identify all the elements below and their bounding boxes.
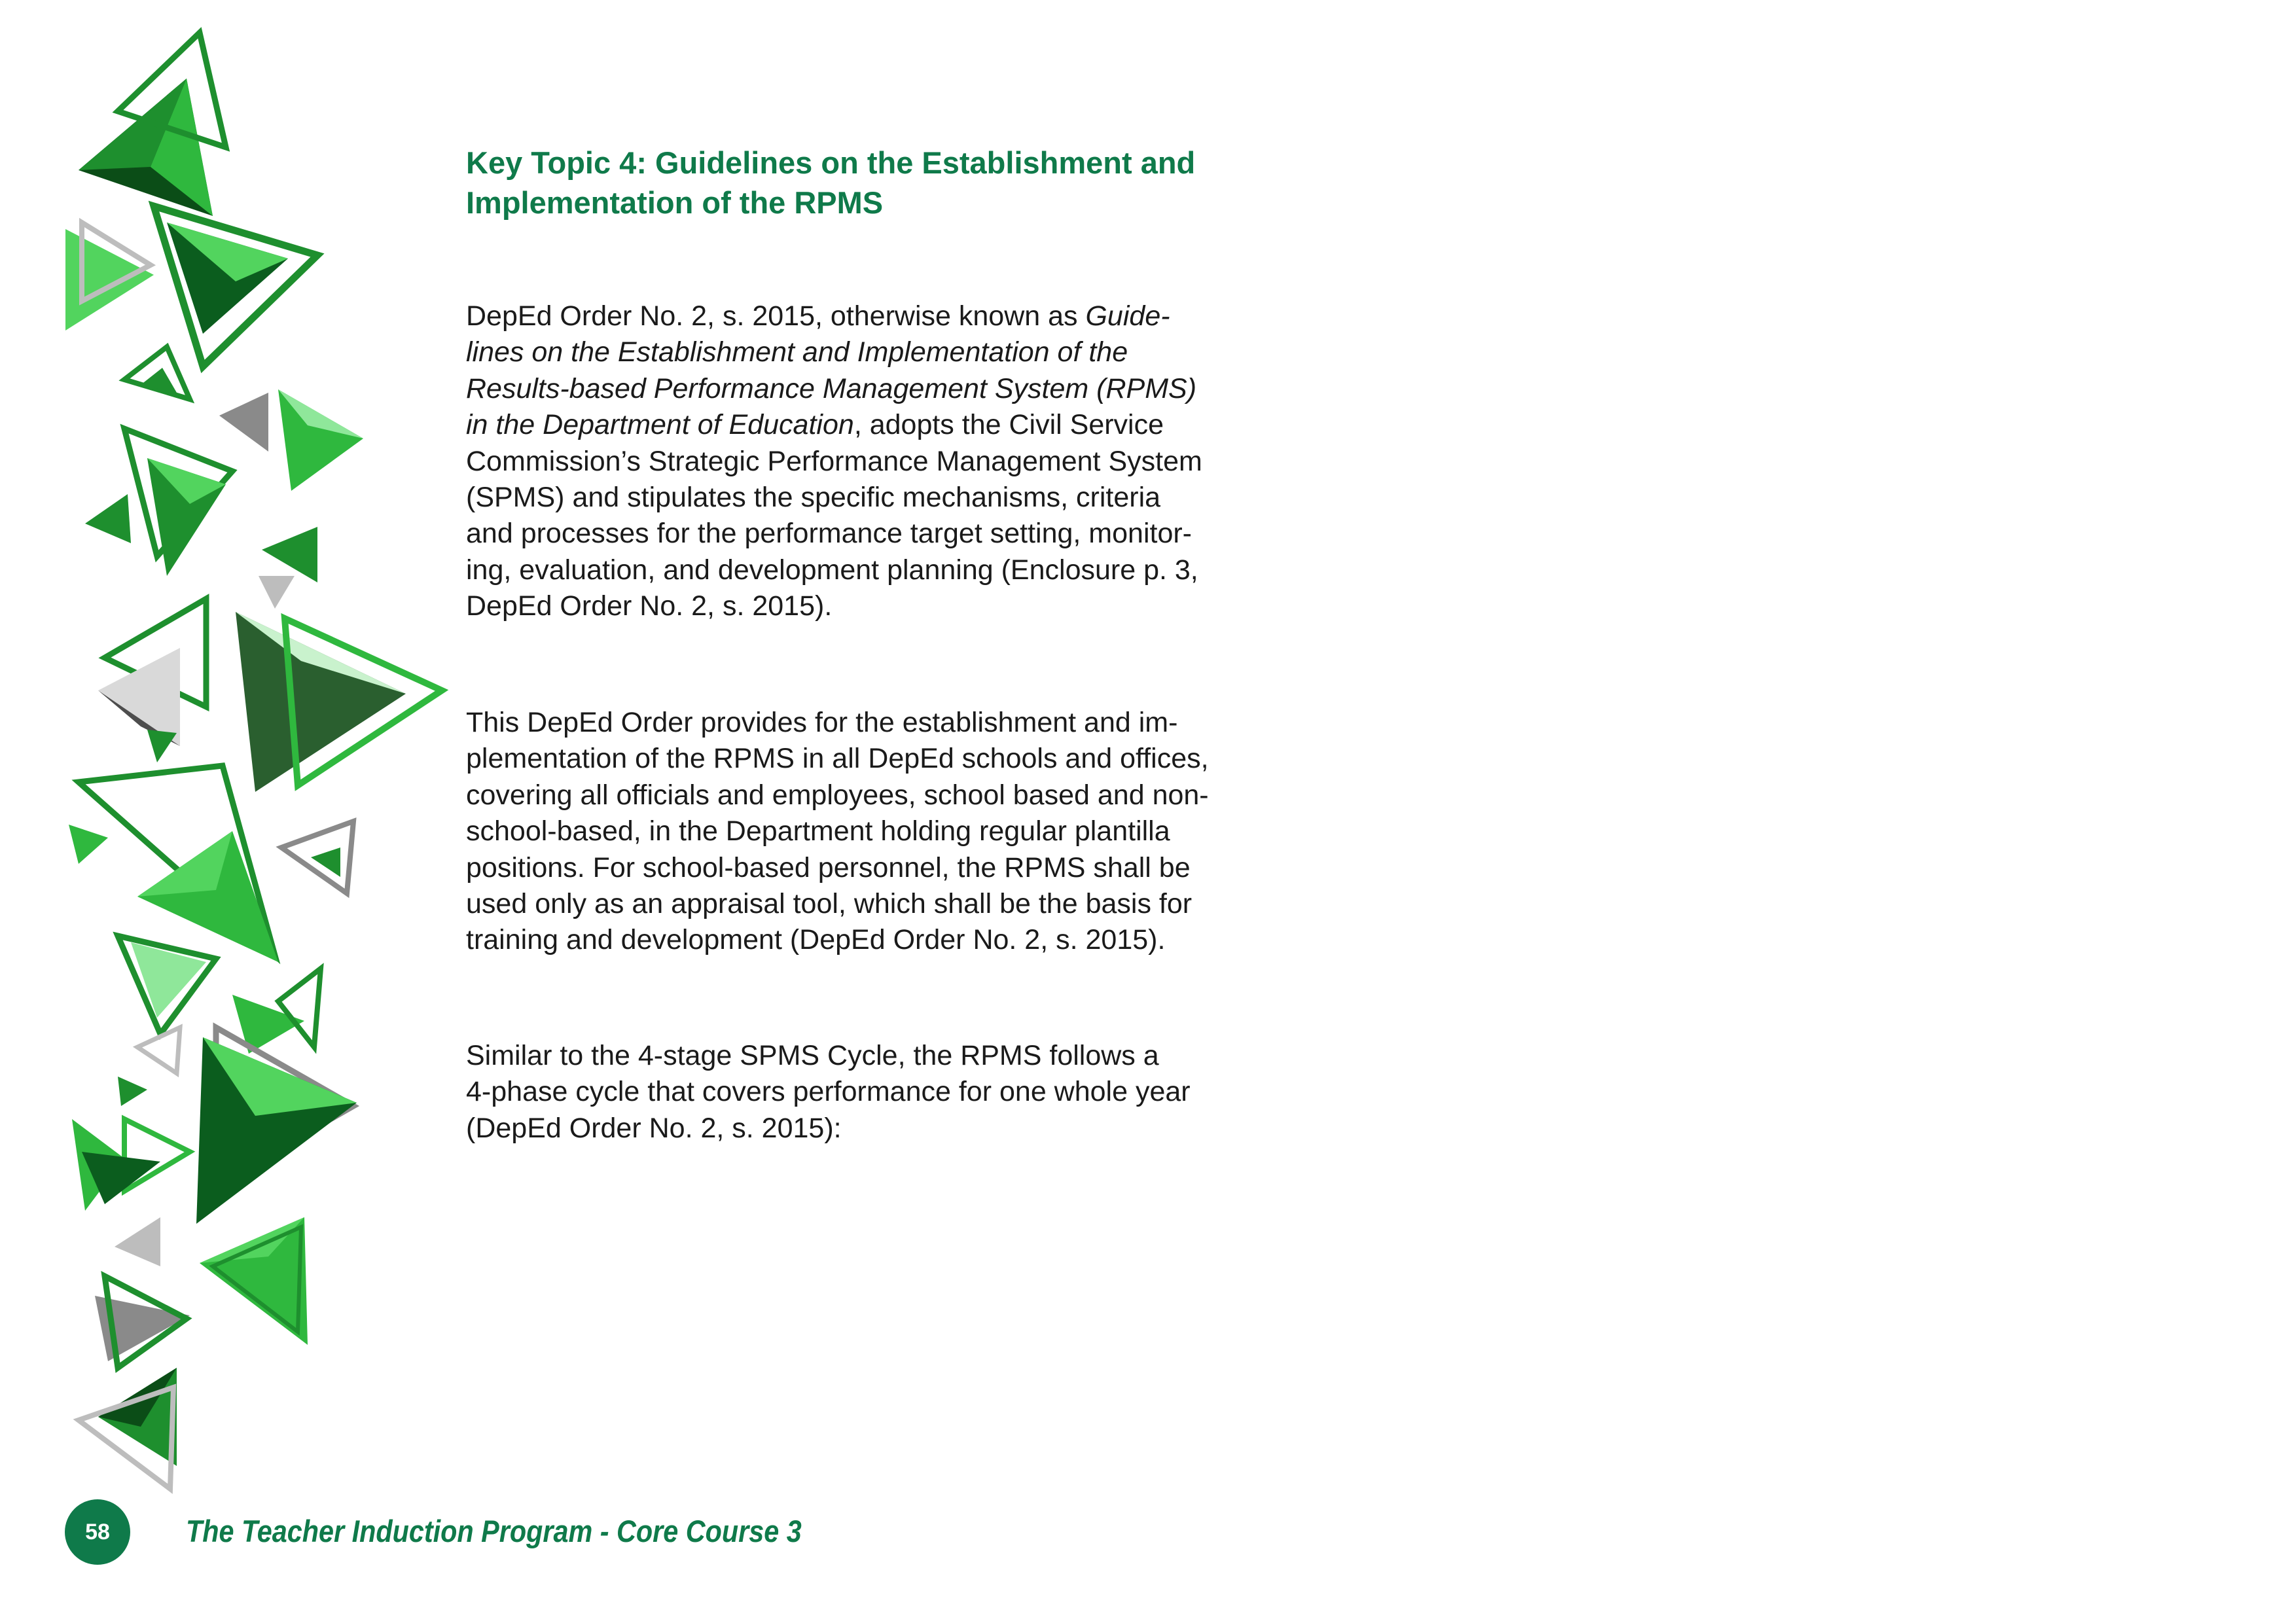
paragraph-1-line-8: ing, evaluation, and development planning (Enclosure p. 3, — [466, 554, 1198, 586]
paragraph-2 — [466, 705, 1251, 959]
paragraph-1-line-1-text: DepEd Order No. 2, s. 2015, otherwise known as — [466, 300, 1086, 332]
paragraph-1-line-7: and processes for the performance target setting, monitor- — [466, 518, 1192, 550]
paragraph-1-line-4-italic: in the Department of Education — [466, 409, 854, 441]
paragraph-1-line-3: Results-based Performance Management System (RPMS) — [466, 372, 1197, 404]
paragraph-3-line-1: Similar to the 4-stage SPMS Cycle, the RPMS follows a — [466, 1040, 1159, 1071]
paragraph-1-line-2: lines on the Establishment and Implementation of the — [466, 336, 1128, 368]
paragraph-2-line-3: covering all officials and employees, school based and non- — [466, 779, 1209, 811]
paragraph-1-line-4-text: , adopts the Civil Service — [853, 409, 1164, 441]
page-number-badge: 58 — [65, 1499, 130, 1565]
section-heading-line-2: Implementation of the RPMS — [466, 185, 884, 220]
paragraph-2-line-6: used only as an appraisal tool, which shall be the basis for — [466, 888, 1193, 920]
section-heading-line-1: Key Topic 4: Guidelines on the Establishment and — [466, 145, 1196, 180]
paragraph-3 — [466, 1038, 1251, 1147]
section-heading — [466, 143, 1291, 223]
triangle-decoration — [0, 0, 497, 1531]
paragraph-2-line-2: plementation of the RPMS in all DepEd schools and offices, — [466, 743, 1209, 775]
paragraph-2-line-4: school-based, in the Department holding regular plantilla — [466, 815, 1170, 847]
footer-title: The Teacher Induction Program - Core Course 3 — [186, 1514, 802, 1548]
paragraph-1 — [466, 298, 1251, 625]
paragraph-1-line-5: Commission’s Strategic Performance Management System — [466, 445, 1202, 477]
paragraph-3-line-3: (DepEd Order No. 2, s. 2015): — [466, 1112, 842, 1144]
paragraph-1-line-1-italic: Guide- — [1085, 300, 1170, 332]
paragraph-1-line-9: DepEd Order No. 2, s. 2015). — [466, 590, 833, 622]
paragraph-1-line-6: (SPMS) and stipulates the specific mechanisms, criteria — [466, 482, 1161, 514]
paragraph-2-line-1: This DepEd Order provides for the establishment and im- — [466, 707, 1178, 738]
paragraph-2-line-5: positions. For school-based personnel, the RPMS shall be — [466, 851, 1191, 883]
paragraph-3-line-2: 4-phase cycle that covers performance for one whole year — [466, 1076, 1191, 1108]
paragraph-2-line-7: training and development (DepEd Order No. 2, s. 2015). — [466, 924, 1166, 956]
